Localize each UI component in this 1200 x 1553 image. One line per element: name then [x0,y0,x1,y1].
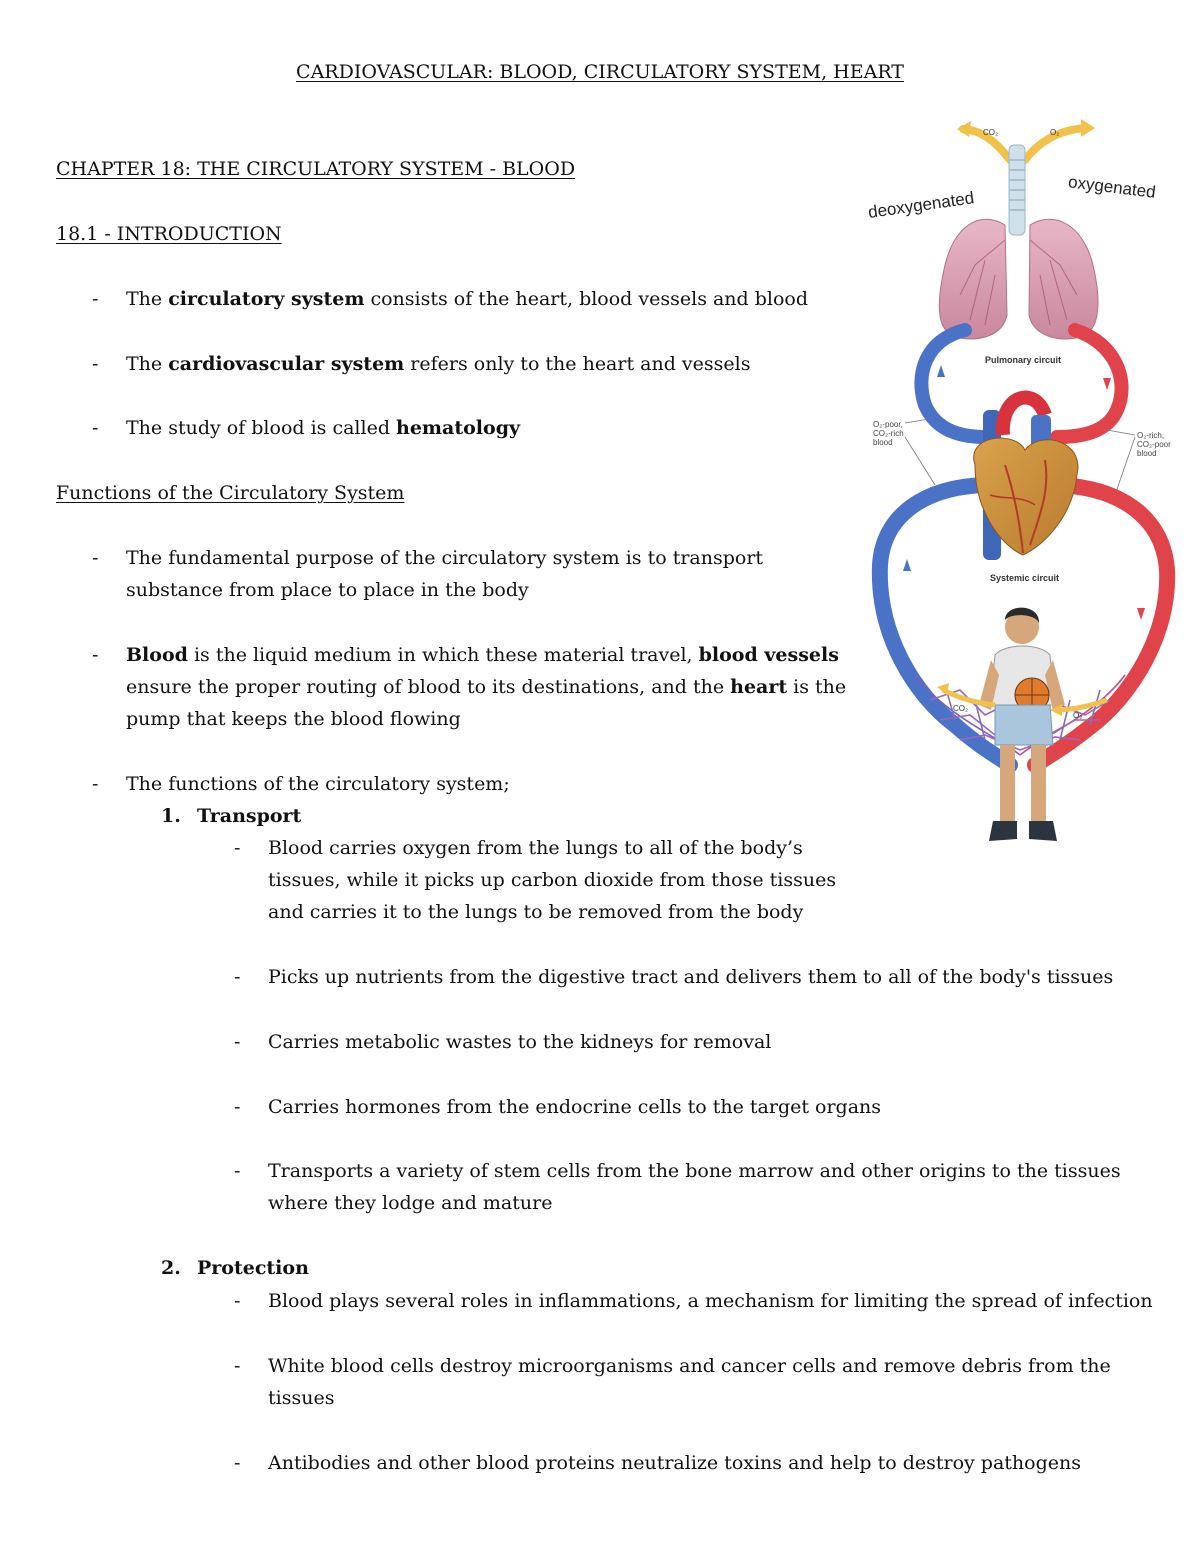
transport-nutrients: Picks up nutrients from the digestive tract and delivers them to all of the body's tissues [268,966,1114,988]
transport-oxygen-line-1: Blood carries oxygen from the lungs to all of the body’s [268,837,803,859]
transport-stem-cells-line-2: where they lodge and mature [268,1192,553,1214]
pulmonary-vein-loop [1057,330,1122,437]
protection-wbc-line-2: tissues [268,1387,335,1409]
bullet-dash: - [234,1355,241,1377]
purpose-line-2: substance from place to place in the body [126,579,529,601]
bullet-dash: - [92,417,99,439]
co2-top-label: CO₂ [983,128,999,137]
transport-oxygen-line-3: and carries it to the lungs to be removed from the body [268,901,804,923]
o2-rich-label-line-1: O₂-rich, [1137,431,1165,440]
bullet-dash: - [234,1452,241,1474]
o2-poor-label-line-3: blood [873,438,893,447]
intro-bullet-hematology: The study of blood is called hematology [126,417,521,439]
o2-rich-label-line-2: CO₂-poor [1137,440,1171,449]
bullet-dash: - [92,644,99,666]
circulatory-system-illustration [845,115,1190,860]
document-title: CARDIOVASCULAR: BLOOD, CIRCULATORY SYSTEM, HEART [296,61,904,83]
section-title: 18.1 - INTRODUCTION [56,223,282,245]
bullet-dash: - [92,353,99,375]
transport-stem-cells-line-1: Transports a variety of stem cells from the bone marrow and other origins to the tissues [268,1160,1121,1182]
down-arrow-icon [1103,378,1111,390]
bullet-dash: - [234,1031,241,1053]
blood-medium-line-3: pump that keeps the blood flowing [126,708,461,730]
o2-top-label: O₂ [1050,128,1060,137]
right-lung [1029,219,1098,339]
intro-bullet-cardiovascular: The cardiovascular system refers only to the heart and vessels [126,353,751,375]
systemic-circuit-label: Systemic circuit [990,573,1060,583]
transport-hormones: Carries hormones from the endocrine cells to the target organs [268,1096,882,1118]
blood-medium-line-1: Blood is the liquid medium in which these material travel, blood vessels [126,644,839,666]
up-arrow-icon [937,365,945,377]
down-arrow-icon [1137,608,1145,620]
o2-rich-label-line-3: blood [1137,449,1157,458]
basketball-player [979,608,1065,841]
list-number-2: 2. [161,1257,181,1279]
pulmonary-artery-loop [921,330,985,437]
bullet-dash: - [234,837,241,859]
protection-heading: Protection [197,1257,309,1279]
protection-inflammation: Blood plays several roles in inflammations, a mechanism for limiting the spread of infection [268,1290,1153,1312]
blood-medium-line-2: ensure the proper routing of blood to its destinations, and the heart is the [126,676,847,698]
protection-wbc-line-1: White blood cells destroy microorganisms and cancer cells and remove debris from the [268,1355,1111,1377]
o2-tissue-label: O₂ [1073,711,1083,720]
bullet-dash: - [234,1290,241,1312]
purpose-line-1: The fundamental purpose of the circulatory system is to transport [126,547,764,569]
protection-antibodies: Antibodies and other blood proteins neutralize toxins and help to destroy pathogens [268,1452,1082,1474]
intro-bullet-circulatory: The circulatory system consists of the heart, blood vessels and blood [126,288,809,310]
transport-oxygen-line-2: tissues, while it picks up carbon dioxide from those tissues [268,869,837,891]
gas-exchange-arrows [957,119,1095,160]
bullet-dash: - [234,1160,241,1182]
transport-wastes: Carries metabolic wastes to the kidneys for removal [268,1031,772,1053]
functions-intro: The functions of the circulatory system; [126,773,510,795]
deoxygenated-label: deoxygenated [866,188,976,222]
bullet-dash: - [234,1096,241,1118]
bullet-dash: - [92,773,99,795]
chapter-title: CHAPTER 18: THE CIRCULATORY SYSTEM - BLOOD [56,158,576,180]
o2-poor-label-line-1: O₂-poor, [873,420,903,429]
list-number-1: 1. [161,805,181,827]
bullet-dash: - [92,547,99,569]
co2-tissue-label: CO₂ [953,704,969,713]
transport-heading: Transport [197,805,302,827]
up-arrow-icon [903,559,911,571]
o2-poor-label-line-2: CO₂-rich [873,429,904,438]
left-lung [939,219,1007,339]
functions-heading: Functions of the Circulatory System [56,482,405,504]
bullet-dash: - [92,288,99,310]
pulmonary-circuit-label: Pulmonary circuit [985,355,1062,365]
bullet-dash: - [234,966,241,988]
oxygenated-label: oxygenated [1067,172,1157,202]
heart [974,398,1078,560]
